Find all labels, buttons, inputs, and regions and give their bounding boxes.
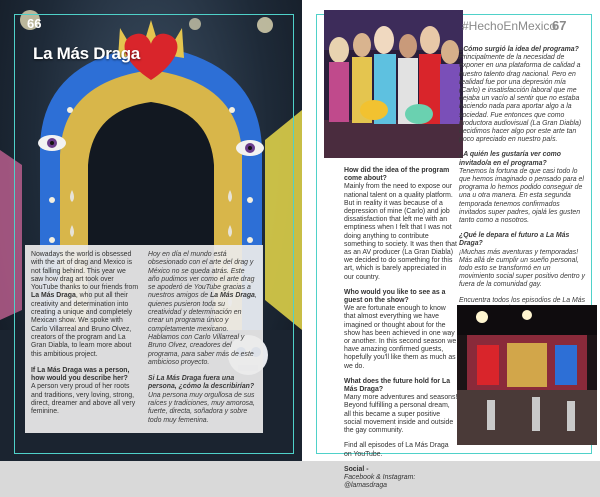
spanish-qa-3: ¿Qué le depara el futuro a La Más Draga? ¡Muchas más aventuras y temporadas! Más allá de cumplir un sueño personal, todo esto se transformó en un movimiento social super positivo dentro y fuera de la comunidad gay. <box>459 232 586 289</box>
spanish-column <box>148 251 257 427</box>
page-number: 66 <box>27 16 42 31</box>
stage-photo <box>457 305 597 445</box>
spanish-youtube-note: Encuentra todos los episodios de La Más <box>459 296 586 304</box>
english-column <box>344 167 458 497</box>
spanish-column <box>459 46 586 320</box>
hashtag: #HechoEnMexico <box>462 19 557 33</box>
spanish-qa: Si La Más Draga fuera una persona, ¿cómo la describirían? Una persona muy orgullosa de sus raíces y tradiciones, muy amorosa, fuerte, directa, soñadora y sobre todo muy femenina. <box>148 375 255 424</box>
spanish-qa-2: ¿A quién les gustaría ver como invitado/a en el programa? Tenemos la fortuna de que casi todo lo que hemos imaginado o pensado para el programa lo hemos podido conseguir de una u otra manera. En esta segunda temporada tenemos confirmados invitados super padres, ojalá les gusten tanto como a nosotros. <box>459 151 584 225</box>
spanish-intro: Hoy en día el mundo está obsesionado con el arte del drag y México no se queda atrás. Este año pudimos ver como el arte drag se apoderó de YouTube gracias a nuestros amigos de La Más Draga, quienes pusieron toda su creatividad y determinación en crear un programa único y completamente mexicano. Hablamos con Carlo Villarreal y Bruno Olvez, creadores del programa, para saber más de este ambicioso proyecto. <box>148 251 257 366</box>
right-page <box>302 0 600 490</box>
social-block: Social - Facebook & Instagram: @lamasdraga <box>344 465 416 490</box>
english-qa-2: Who would you like to see as a guest on the show? We are fortunate enough to know that almost everything we have imagined or thought about for the show has been achieved in one way or another. In this second season we have amazing confirmed guests, hopefully you'll like them as much as we do. <box>344 288 457 370</box>
english-qa-3: What does the future hold for La Más Draga? Many more adventures and seasons! Beyond fulfilling a personal dream, all this became a super positive social movement inside and outside the gay community. <box>344 377 458 435</box>
intro-textbox <box>25 245 263 433</box>
page-number: 67 <box>552 18 567 33</box>
english-intro: Nowadays the world is obsessed with the art of drag and Mexico is not falling behind. This year we saw how drag art took over YouTube thanks to our friends from La Más Draga, who put all their creativity and determination into creating a unique and completely Mexican show. We spoke with Carlo Villarreal and Bruno Olvez, creators of the program and La Gran Diabla, to learn more about this ambitious project. <box>31 251 139 358</box>
article-title: La Más Draga <box>33 44 140 63</box>
left-page <box>0 0 302 461</box>
cast-photo <box>324 10 463 158</box>
spanish-qa-1: ¿Cómo surgió la idea del programa? Principalmente de la necesidad de exponer en una plataforma de calidad a nuestro talento drag nacional. Pero en realidad fue por una depresión mía (Carlo) e insatisfacción laboral que me dejaba un vacío al sentir que no estaba haciendo nada para aportar algo a la sociedad. Fue entonces que como productora audiovisual (La Gran Diabla) decidimos hacer algo por este arte tan poco apreciado en nuestro país. <box>459 46 582 144</box>
english-youtube-note: Find all episodes of La Más Draga on YouTube. <box>344 442 449 458</box>
english-qa-1: How did the idea of the program come about? Mainly from the need to expose our national talent on a quality platform. But in reality it was because of a depression of mine (Carlo) and job dissatisfaction that left me with an emptiness when I felt that I was not doing anything to contribute something to society. It was then that as an AV producer (La Gran Diabla) we decided to do something for this art, which is barely appreciated in our country. <box>344 167 457 281</box>
english-column <box>31 251 140 427</box>
english-qa: If La Más Draga was a person, how would you describe her? A person very proud of her roots and traditions, very loving, strong, direct, dreamer and above all very feminine. <box>31 366 136 416</box>
